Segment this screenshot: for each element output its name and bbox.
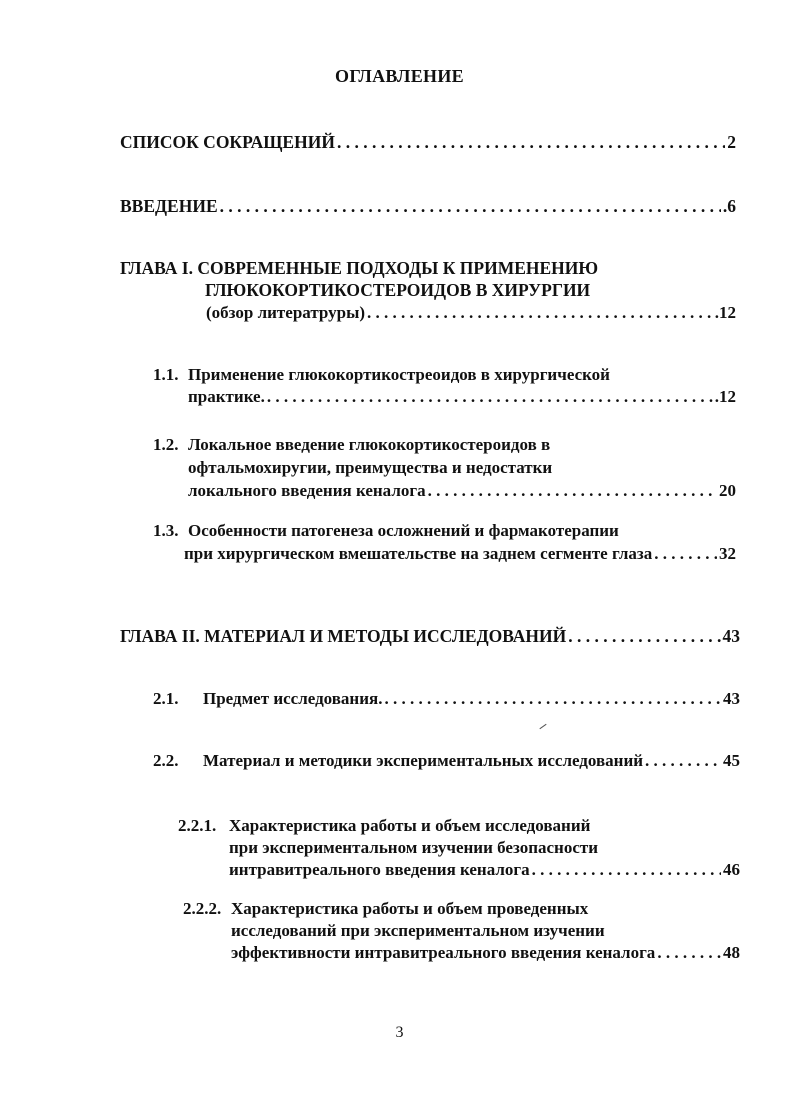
toc-entry-introduction[interactable] <box>120 195 736 217</box>
dot-leader <box>428 480 717 502</box>
section-number: 1.3. <box>153 521 179 540</box>
section-2-2-1-line1: Характеристика работы и объем исследований <box>229 816 591 835</box>
page-title: ОГЛАВЛЕНИЕ <box>335 66 464 86</box>
toc-page: 45 <box>723 751 740 770</box>
dot-leader <box>645 750 721 772</box>
dot-leader <box>267 386 713 408</box>
section-2-2-1-line2: при экспериментальном изучении безопасности <box>229 838 599 857</box>
page-number: 3 <box>395 1024 404 1041</box>
section-number: 1.2. <box>153 435 179 454</box>
toc-title: локального введения кеналога <box>188 481 426 500</box>
toc-page: 20 <box>719 481 736 500</box>
section-number: 2.2. <box>153 751 179 770</box>
section-number: 2.1. <box>153 689 179 708</box>
toc-entry-chapter-2[interactable] <box>120 625 740 647</box>
section-number: 2.2.1. <box>178 816 217 835</box>
section-number: 1.1. <box>153 365 179 384</box>
toc-title: (обзор литератруры) <box>206 303 366 322</box>
toc-page: 32 <box>719 544 736 563</box>
section-1-1-line1: Применение глюкокортикостреоидов в хирургической <box>188 365 610 384</box>
section-1-2-line2: офтальмохиругии, преимущества и недостатки <box>188 458 553 477</box>
section-1-3-line1: Особенности патогенеза осложнений и фармакотерапии <box>188 521 619 540</box>
toc-entry-section-1-1[interactable] <box>188 386 736 408</box>
toc-page: .12 <box>714 303 736 322</box>
toc-entry-section-1-2[interactable] <box>188 480 736 502</box>
toc-entry-section-2-2[interactable] <box>203 750 740 772</box>
toc-page: 48 <box>723 943 740 962</box>
toc-title: ГЛАВА II. МАТЕРИАЛ И МЕТОДЫ ИССЛЕДОВАНИЙ <box>120 626 567 646</box>
toc-entry-chapter-1[interactable] <box>206 302 736 324</box>
toc-title: эффективности интравитреального введения кеналога <box>231 943 656 962</box>
toc-entry-section-2-1[interactable] <box>203 688 740 710</box>
toc-title: Предмет исследования. <box>203 689 383 708</box>
toc-title: ВВЕДЕНИЕ <box>120 196 218 216</box>
toc-page: 46 <box>723 860 740 879</box>
dot-leader <box>384 688 721 710</box>
section-number: 2.2.2. <box>183 899 222 918</box>
scan-mark <box>539 724 546 729</box>
dot-leader <box>657 942 721 964</box>
toc-title: Материал и методики экспериментальных исследований <box>203 751 644 770</box>
toc-page: 43 <box>723 689 740 708</box>
toc-title: интравитреального введения кеналога <box>229 860 530 879</box>
toc-title: практике. <box>188 387 265 406</box>
dot-leader <box>220 195 721 217</box>
toc-page: 43 <box>722 626 740 646</box>
dot-leader <box>367 302 713 324</box>
toc-entry-section-2-2-2[interactable] <box>231 942 740 964</box>
toc-page: .12 <box>714 387 736 406</box>
dot-leader <box>532 859 721 881</box>
dot-leader <box>568 625 720 647</box>
toc-page: .6 <box>722 196 736 216</box>
toc-title: СПИСОК СОКРАЩЕНИЙ <box>120 132 335 152</box>
dot-leader <box>654 543 717 565</box>
toc-entry-section-1-3[interactable] <box>184 543 736 565</box>
section-2-2-2-line2: исследований при экспериментальном изучении <box>231 921 605 940</box>
toc-page: 2 <box>727 132 736 152</box>
chapter-1-title-line2: ГЛЮКОКОРТИКОСТЕРОИДОВ В ХИРУРГИИ <box>205 280 591 300</box>
section-1-2-line1: Локальное введение глюкокортикостероидов в <box>188 435 551 454</box>
chapter-1-title-line1: ГЛАВА I. СОВРЕМЕННЫЕ ПОДХОДЫ К ПРИМЕНЕНИЮ <box>120 258 599 278</box>
toc-title: при хирургическом вмешательстве на заднем сегменте глаза <box>184 544 653 563</box>
toc-entry-abbreviations[interactable] <box>120 131 736 153</box>
toc-entry-section-2-2-1[interactable] <box>229 859 740 881</box>
section-2-2-2-line1: Характеристика работы и объем проведенных <box>231 899 589 918</box>
dot-leader <box>337 131 725 153</box>
